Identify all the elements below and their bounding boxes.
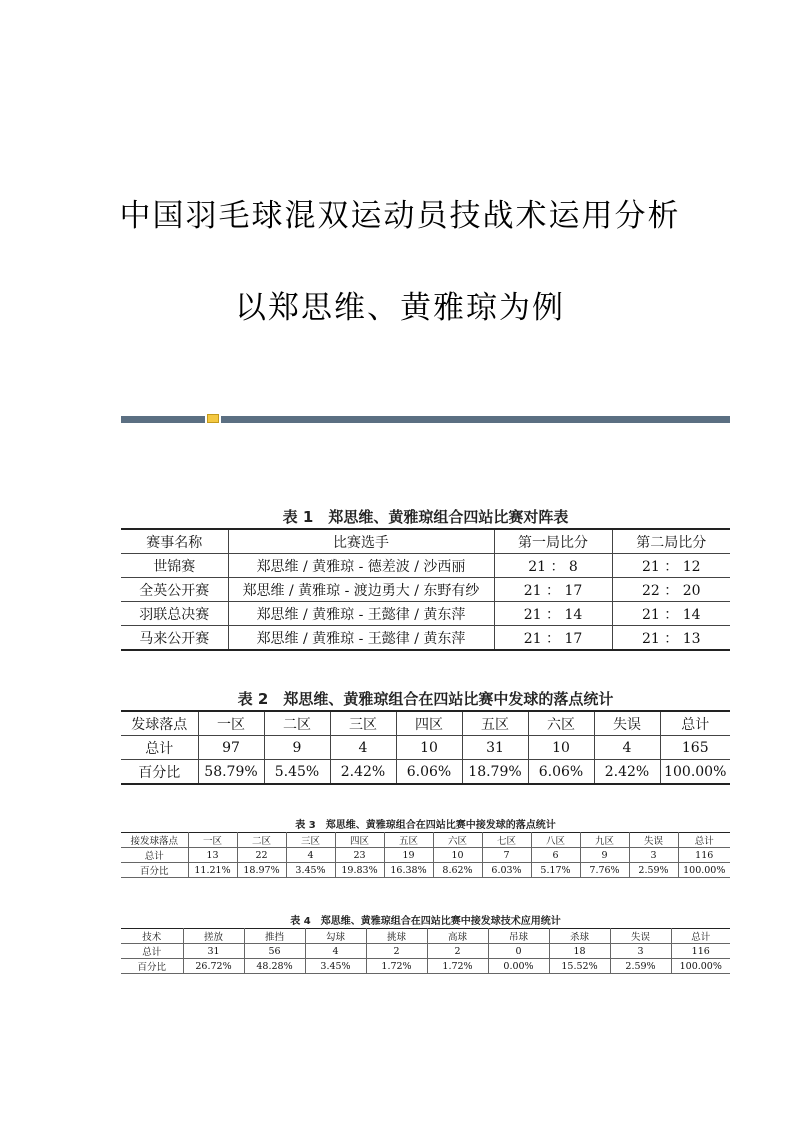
table-cell: 19 xyxy=(384,848,433,863)
table-cell: 26.72% xyxy=(183,959,244,974)
table-row xyxy=(121,578,730,602)
table-cell: 郑思维 / 黄雅琼 - 王懿律 / 黄东萍 xyxy=(228,626,494,651)
header-cell: 九区 xyxy=(580,833,629,848)
table-cell: 世锦赛 xyxy=(121,554,228,578)
table-cell: 31 xyxy=(183,944,244,959)
table-cell: 100.00% xyxy=(671,959,730,974)
table-cell: 2.42% xyxy=(330,760,396,785)
table-cell: 16.38% xyxy=(384,863,433,878)
serve-placement-table xyxy=(121,710,730,785)
table-cell: 4 xyxy=(594,736,660,760)
table-cell: 100.00% xyxy=(660,760,730,785)
table-cell: 10 xyxy=(433,848,482,863)
table-cell: 21 ： 14 xyxy=(612,602,730,626)
table-cell: 10 xyxy=(528,736,594,760)
table-cell: 8.62% xyxy=(433,863,482,878)
divider-bar-left xyxy=(121,416,205,423)
table-header-row xyxy=(121,929,730,944)
table-cell: 0 xyxy=(488,944,549,959)
header-cell: 四区 xyxy=(396,711,462,736)
header-cell: 总计 xyxy=(678,833,730,848)
table-cell: 21 ： 8 xyxy=(494,554,612,578)
header-cell: 总计 xyxy=(660,711,730,736)
table-cell: 4 xyxy=(305,944,366,959)
document-subtitle: 以郑思维、黄雅琼为例 xyxy=(235,290,565,326)
header-cell: 三区 xyxy=(286,833,335,848)
table-row xyxy=(121,959,730,974)
header-cell: 六区 xyxy=(528,711,594,736)
table-row xyxy=(121,944,730,959)
table-cell: 11.21% xyxy=(188,863,237,878)
table-row xyxy=(121,626,730,651)
table1-caption: 表 1 郑思维、黄雅琼组合四站比赛对阵表 xyxy=(282,508,569,526)
table-cell: 18.97% xyxy=(237,863,286,878)
table-cell: 3.45% xyxy=(286,863,335,878)
table-cell: 马来公开赛 xyxy=(121,626,228,651)
table-cell: 3 xyxy=(610,944,671,959)
table-cell: 5.17% xyxy=(531,863,580,878)
table-cell: 21 ： 12 xyxy=(612,554,730,578)
header-cell: 四区 xyxy=(335,833,384,848)
table-cell: 18 xyxy=(549,944,610,959)
header-cell: 五区 xyxy=(384,833,433,848)
table3-caption: 表 3 郑思维、黄雅琼组合在四站比赛中接发球的落点统计 xyxy=(295,820,556,831)
table-header-row xyxy=(121,833,730,848)
table-row xyxy=(121,848,730,863)
header-cell: 二区 xyxy=(264,711,330,736)
match-table xyxy=(121,528,730,651)
table-cell: 4 xyxy=(286,848,335,863)
table-row xyxy=(121,760,730,785)
header-cell: 失误 xyxy=(594,711,660,736)
header-cell: 吊球 xyxy=(488,929,549,944)
table-cell: 21 ： 17 xyxy=(494,626,612,651)
section-divider xyxy=(121,416,730,423)
table-cell: 2.59% xyxy=(610,959,671,974)
header-cell: 高球 xyxy=(427,929,488,944)
table-cell: 22 xyxy=(237,848,286,863)
receive-technique-table xyxy=(121,928,730,974)
header-cell: 赛事名称 xyxy=(121,529,228,554)
divider-bar-right xyxy=(221,416,730,423)
header-cell: 第二局比分 xyxy=(612,529,730,554)
table-cell: 21 ： 17 xyxy=(494,578,612,602)
table-cell: 116 xyxy=(671,944,730,959)
table-cell: 100.00% xyxy=(678,863,730,878)
table-cell: 116 xyxy=(678,848,730,863)
divider-badge-icon xyxy=(207,414,219,423)
table-cell: 1.72% xyxy=(366,959,427,974)
table-cell: 48.28% xyxy=(244,959,305,974)
header-cell: 三区 xyxy=(330,711,396,736)
table-cell: 97 xyxy=(198,736,264,760)
table-cell: 18.79% xyxy=(462,760,528,785)
table-cell: 22 ： 20 xyxy=(612,578,730,602)
table-cell: 百分比 xyxy=(121,959,183,974)
table-cell: 23 xyxy=(335,848,384,863)
header-cell: 挑球 xyxy=(366,929,427,944)
table-cell: 7.76% xyxy=(580,863,629,878)
table-header-row xyxy=(121,529,730,554)
header-cell: 七区 xyxy=(482,833,531,848)
header-cell: 比赛选手 xyxy=(228,529,494,554)
table-cell: 2.59% xyxy=(629,863,678,878)
table-cell: 2 xyxy=(366,944,427,959)
table-cell: 56 xyxy=(244,944,305,959)
table-cell: 5.45% xyxy=(264,760,330,785)
table-cell: 6.03% xyxy=(482,863,531,878)
table-cell: 羽联总决赛 xyxy=(121,602,228,626)
header-cell: 二区 xyxy=(237,833,286,848)
header-cell: 第一局比分 xyxy=(494,529,612,554)
header-cell: 发球落点 xyxy=(121,711,198,736)
table-cell: 15.52% xyxy=(549,959,610,974)
table-cell: 6.06% xyxy=(528,760,594,785)
document-title: 中国羽毛球混双运动员技战术运用分析 xyxy=(119,198,681,234)
header-cell: 总计 xyxy=(671,929,730,944)
header-cell: 勾球 xyxy=(305,929,366,944)
table-cell: 2 xyxy=(427,944,488,959)
table-cell: 10 xyxy=(396,736,462,760)
table-cell: 郑思维 / 黄雅琼 - 王懿律 / 黄东萍 xyxy=(228,602,494,626)
table-cell: 6 xyxy=(531,848,580,863)
table-cell: 3.45% xyxy=(305,959,366,974)
header-cell: 失误 xyxy=(629,833,678,848)
table-cell: 9 xyxy=(264,736,330,760)
table-cell: 21 ： 13 xyxy=(612,626,730,651)
table-cell: 165 xyxy=(660,736,730,760)
header-cell: 推挡 xyxy=(244,929,305,944)
table-cell: 6.06% xyxy=(396,760,462,785)
header-cell: 失误 xyxy=(610,929,671,944)
table-cell: 总计 xyxy=(121,736,198,760)
header-cell: 技术 xyxy=(121,929,183,944)
header-cell: 六区 xyxy=(433,833,482,848)
table-cell: 31 xyxy=(462,736,528,760)
table-cell: 19.83% xyxy=(335,863,384,878)
table-cell: 58.79% xyxy=(198,760,264,785)
receive-placement-table xyxy=(121,832,730,878)
table-cell: 1.72% xyxy=(427,959,488,974)
table-cell: 3 xyxy=(629,848,678,863)
header-cell: 一区 xyxy=(188,833,237,848)
header-cell: 八区 xyxy=(531,833,580,848)
table-cell: 21 ： 14 xyxy=(494,602,612,626)
header-cell: 接发球落点 xyxy=(121,833,188,848)
table-cell: 全英公开赛 xyxy=(121,578,228,602)
table-cell: 7 xyxy=(482,848,531,863)
table-row xyxy=(121,554,730,578)
table-cell: 2.42% xyxy=(594,760,660,785)
table-cell: 总计 xyxy=(121,848,188,863)
table-cell: 百分比 xyxy=(121,863,188,878)
table-cell: 0.00% xyxy=(488,959,549,974)
header-cell: 一区 xyxy=(198,711,264,736)
table2-caption: 表 2 郑思维、黄雅琼组合在四站比赛中发球的落点统计 xyxy=(237,690,614,708)
table-cell: 百分比 xyxy=(121,760,198,785)
table4-caption: 表 4 郑思维、黄雅琼组合在四站比赛中接发球技术应用统计 xyxy=(290,916,561,927)
table-cell: 13 xyxy=(188,848,237,863)
table-cell: 郑思维 / 黄雅琼 - 德差波 / 沙西丽 xyxy=(228,554,494,578)
table-cell: 总计 xyxy=(121,944,183,959)
table-row xyxy=(121,736,730,760)
table-row xyxy=(121,602,730,626)
table-header-row xyxy=(121,711,730,736)
header-cell: 五区 xyxy=(462,711,528,736)
header-cell: 搓放 xyxy=(183,929,244,944)
table-cell: 4 xyxy=(330,736,396,760)
table-row xyxy=(121,863,730,878)
header-cell: 杀球 xyxy=(549,929,610,944)
table-cell: 郑思维 / 黄雅琼 - 渡边勇大 / 东野有纱 xyxy=(228,578,494,602)
table-cell: 9 xyxy=(580,848,629,863)
